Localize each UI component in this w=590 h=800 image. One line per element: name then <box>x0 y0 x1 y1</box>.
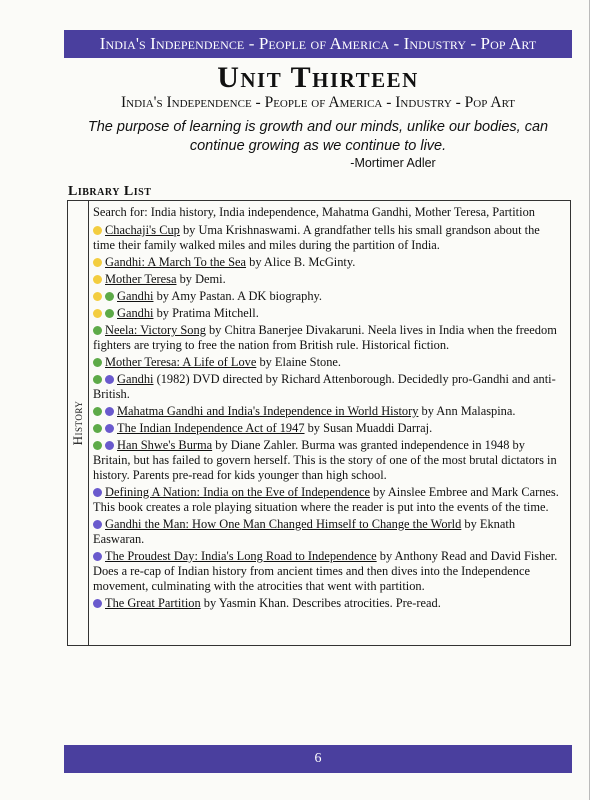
book-description: by Demi. <box>176 272 226 286</box>
library-list-box <box>67 200 571 646</box>
purple-level-dot-icon <box>93 599 102 608</box>
book-title: Han Shwe's Burma <box>117 438 213 452</box>
book-description: by Yasmin Khan. Describes atrocities. Pre-read. <box>200 596 441 610</box>
book-description: by Elaine Stone. <box>256 355 341 369</box>
quote-text: The purpose of learning is growth and our minds, unlike our bodies, can continue growing as we continue to live. <box>87 119 549 154</box>
book-entry <box>93 421 564 436</box>
book-description: by Chitra Banerjee Divakaruni. Neela lives in India when the freedom fighters are trying to free the nation from British rule. Historical fiction. <box>93 323 557 352</box>
history-label: History <box>70 400 85 446</box>
purple-level-dot-icon <box>105 375 114 384</box>
book-title: Mother Teresa: A Life of Love <box>105 355 257 369</box>
book-entry <box>93 404 564 419</box>
book-title: Gandhi the Man: How One Man Changed Himself to Change the World <box>105 517 462 531</box>
library-list-content <box>89 201 570 645</box>
book-description: by Diane Zahler. Burma was granted independence in 1948 by Britain, but has failed to govern herself. This is the story of one of the most brutal dictators in history. Parents pre-read for kids younger than high school. <box>93 438 557 482</box>
book-list <box>93 223 564 611</box>
bottom-banner <box>64 745 572 773</box>
book-entry <box>93 549 564 594</box>
book-entry <box>93 223 564 253</box>
book-entry <box>93 272 564 287</box>
yellow-level-dot-icon <box>93 258 102 267</box>
book-description: by Ainslee Embree and Mark Carnes. This book creates a role playing situation where the reader is put into the events of the time. <box>93 485 559 514</box>
purple-level-dot-icon <box>105 441 114 450</box>
book-title: Mother Teresa <box>105 272 177 286</box>
unit-title: Unit Thirteen <box>217 61 419 94</box>
book-description: by Amy Pastan. A DK biography. <box>153 289 323 303</box>
book-description: by Ann Malaspina. <box>418 404 516 418</box>
page-number: 6 <box>314 751 322 766</box>
green-level-dot-icon <box>93 407 102 416</box>
book-title: Gandhi <box>117 289 154 303</box>
green-level-dot-icon <box>93 358 102 367</box>
book-description: (1982) DVD directed by Richard Attenborough. Decidedly pro-Gandhi and anti-British. <box>93 372 556 401</box>
book-entry <box>93 517 564 547</box>
book-title: Gandhi: A March To the Sea <box>105 255 247 269</box>
book-title: The Proudest Day: India's Long Road to Independence <box>105 549 377 563</box>
book-title: Gandhi <box>117 306 154 320</box>
purple-level-dot-icon <box>93 488 102 497</box>
book-description: by Anthony Read and David Fisher. Does a re-cap of Indian history from ancient times and then dives into the Independence movement, culminating with the atrocities that went with partition. <box>93 549 558 593</box>
book-title: Chachaji's Cup <box>105 223 180 237</box>
purple-level-dot-icon <box>93 552 102 561</box>
book-description: by Susan Muaddi Darraj. <box>304 421 433 435</box>
book-description: by Alice B. McGinty. <box>246 255 356 269</box>
history-side-tab <box>68 201 89 645</box>
book-entry <box>93 323 564 353</box>
book-description: by Eknath Easwaran. <box>93 517 516 546</box>
purple-level-dot-icon <box>105 424 114 433</box>
yellow-level-dot-icon <box>93 292 102 301</box>
book-title: Mahatma Gandhi and India's Independence in World History <box>117 404 419 418</box>
book-title: The Indian Independence Act of 1947 <box>117 421 305 435</box>
book-title: The Great Partition <box>105 596 201 610</box>
search-terms: Search for: India history, India independence, Mahatma Gandhi, Mother Teresa, Partition <box>93 205 535 219</box>
green-level-dot-icon <box>93 441 102 450</box>
book-entry <box>93 255 564 270</box>
banner-text: India's Independence - People of America - Industry - Pop Art <box>99 34 537 53</box>
quote-author: -Mortimer Adler <box>350 156 436 170</box>
green-level-dot-icon <box>93 375 102 384</box>
purple-level-dot-icon <box>93 520 102 529</box>
book-title: Gandhi <box>117 372 154 386</box>
yellow-level-dot-icon <box>93 226 102 235</box>
yellow-level-dot-icon <box>93 309 102 318</box>
unit-subtitle: India's Independence - People of America - Industry - Pop Art <box>121 94 515 111</box>
book-title: Neela: Victory Song <box>105 323 206 337</box>
yellow-level-dot-icon <box>93 275 102 284</box>
book-entry <box>93 438 564 483</box>
book-entry <box>93 485 564 515</box>
green-level-dot-icon <box>105 309 114 318</box>
book-description: by Pratima Mitchell. <box>153 306 259 320</box>
book-entry <box>93 372 564 402</box>
book-entry <box>93 289 564 304</box>
library-list-heading: Library List <box>68 184 152 199</box>
purple-level-dot-icon <box>105 407 114 416</box>
top-banner <box>64 30 572 58</box>
book-entry <box>93 596 564 611</box>
green-level-dot-icon <box>105 292 114 301</box>
book-entry <box>93 306 564 321</box>
book-entry <box>93 355 564 370</box>
book-description: by Uma Krishnaswami. A grandfather tells his small grandson about the time their family walked miles and miles during the partition of India. <box>93 223 540 252</box>
green-level-dot-icon <box>93 326 102 335</box>
green-level-dot-icon <box>93 424 102 433</box>
book-title: Defining A Nation: India on the Eve of Independence <box>105 485 370 499</box>
